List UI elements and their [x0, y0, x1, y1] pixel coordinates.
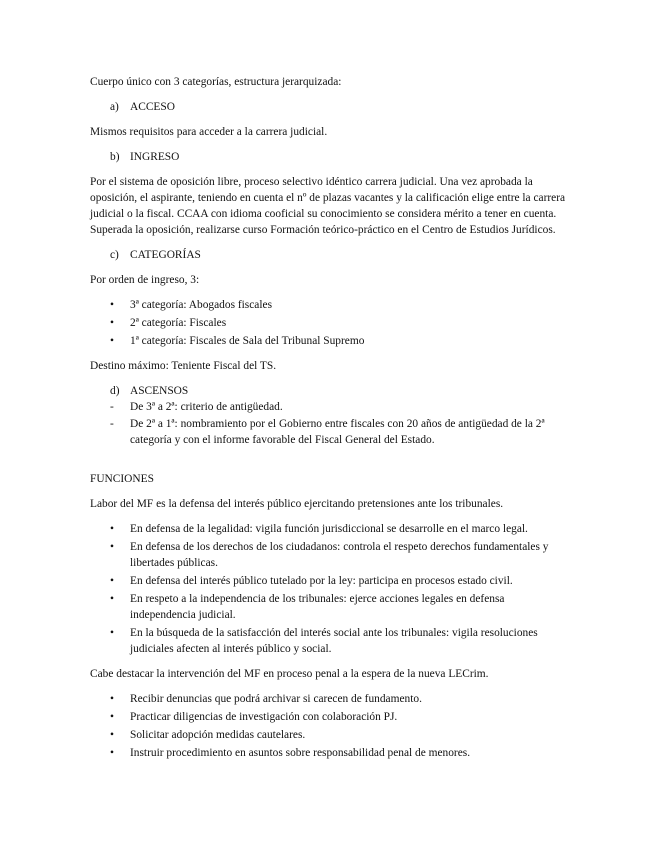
heading-title: CATEGORÍAS	[130, 249, 201, 261]
list-item-text: Solicitar adopción medidas cautelares.	[130, 729, 306, 741]
bullet-icon: •	[110, 335, 114, 347]
dash-icon: -	[110, 418, 114, 430]
list-item	[110, 573, 570, 589]
bullet-icon: •	[110, 541, 114, 553]
heading-title: ASCENSOS	[130, 385, 189, 397]
bullet-icon: •	[110, 575, 114, 587]
heading-label: b)	[110, 151, 120, 163]
list-item	[110, 399, 570, 415]
list-item-text: En defensa de los derechos de los ciudadanos: controla el respeto derechos fundamentales y libertades públicas.	[130, 541, 549, 569]
funciones-intro: Labor del MF es la defensa del interés público ejercitando pretensiones ante los tribunales.	[90, 498, 504, 510]
section-spacer	[90, 457, 570, 471]
list-item	[110, 416, 570, 448]
list-item-text: De 3ª a 2ª: criterio de antigüedad.	[130, 401, 283, 413]
categorias-intro: Por orden de ingreso, 3:	[90, 274, 200, 286]
heading-categorias	[110, 247, 570, 263]
heading-ascensos	[110, 383, 570, 399]
list-item	[110, 709, 570, 725]
list-item	[110, 745, 570, 761]
bullet-icon: •	[110, 729, 114, 741]
document-page	[90, 74, 570, 770]
list-item-text: En defensa de la legalidad: vigila función jurisdiccional se desarrolle en el marco legal.	[130, 523, 528, 535]
heading-label: c)	[110, 249, 119, 261]
ascensos-list	[90, 399, 570, 448]
categorias-note: Destino máximo: Teniente Fiscal del TS.	[90, 360, 277, 372]
intro-paragraph: Cuerpo único con 3 categorías, estructura jerarquizada:	[90, 76, 342, 88]
acceso-paragraph: Mismos requisitos para acceder a la carrera judicial.	[90, 126, 328, 138]
heading-label: a)	[110, 101, 119, 113]
penal-list	[90, 691, 570, 761]
list-item-text: En defensa del interés público tutelado por la ley: participa en procesos estado civil.	[130, 575, 513, 587]
bullet-icon: •	[110, 317, 114, 329]
list-item	[110, 591, 570, 623]
heading-title: INGRESO	[130, 151, 180, 163]
list-item	[110, 691, 570, 707]
list-item	[110, 539, 570, 571]
penal-intro: Cabe destacar la intervención del MF en proceso penal a la espera de la nueva LECrim.	[90, 668, 489, 680]
list-item-text: Instruir procedimiento en asuntos sobre responsabilidad penal de menores.	[130, 747, 471, 759]
list-item	[110, 333, 570, 349]
list-item-text: En la búsqueda de la satisfacción del interés social ante los tribunales: vigila resoluciones judiciales afecten al interés público y social.	[130, 627, 538, 655]
list-item-text: Recibir denuncias que podrá archivar si carecen de fundamento.	[130, 693, 422, 705]
bullet-icon: •	[110, 627, 114, 639]
ingreso-paragraph: Por el sistema de oposición libre, proceso selectivo idéntico carrera judicial. Una vez aprobada la oposición, el aspirante, teniendo en cuenta el nº de plazas vacantes y la calificación elige entre la carrera judicial o la fiscal. CCAA con idioma cooficial su conocimiento se considera mérito a tener en cuenta. Superada la oposición, realizarse curso Formación teórico-práctico en el Centro de Estudios Jurídicos.	[90, 176, 566, 236]
bullet-icon: •	[110, 523, 114, 535]
list-item-text: De 2ª a 1ª: nombramiento por el Gobierno entre fiscales con 20 años de antigüedad de la 2ª categoría y con el informe favorable del Fiscal General del Estado.	[130, 418, 545, 446]
bullet-icon: •	[110, 593, 114, 605]
list-item	[110, 727, 570, 743]
list-item-text: 2ª categoría: Fiscales	[130, 317, 227, 329]
list-item-text: 1ª categoría: Fiscales de Sala del Tribunal Supremo	[130, 335, 365, 347]
bullet-icon: •	[110, 693, 114, 705]
list-item-text: 3ª categoría: Abogados fiscales	[130, 299, 272, 311]
list-item-text: Practicar diligencias de investigación con colaboración PJ.	[130, 711, 398, 723]
dash-icon: -	[110, 401, 114, 413]
bullet-icon: •	[110, 299, 114, 311]
list-item-text: En respeto a la independencia de los tribunales: ejerce acciones legales en defensa independencia judicial.	[130, 593, 505, 621]
categorias-list	[90, 297, 570, 349]
funciones-list	[90, 521, 570, 657]
heading-title: ACCESO	[130, 101, 175, 113]
heading-acceso	[110, 99, 570, 115]
heading-label: d)	[110, 385, 120, 397]
heading-ingreso	[110, 149, 570, 165]
bullet-icon: •	[110, 711, 114, 723]
funciones-title: FUNCIONES	[90, 473, 154, 485]
bullet-icon: •	[110, 747, 114, 759]
list-item	[110, 521, 570, 537]
list-item	[110, 297, 570, 313]
list-item	[110, 315, 570, 331]
list-item	[110, 625, 570, 657]
